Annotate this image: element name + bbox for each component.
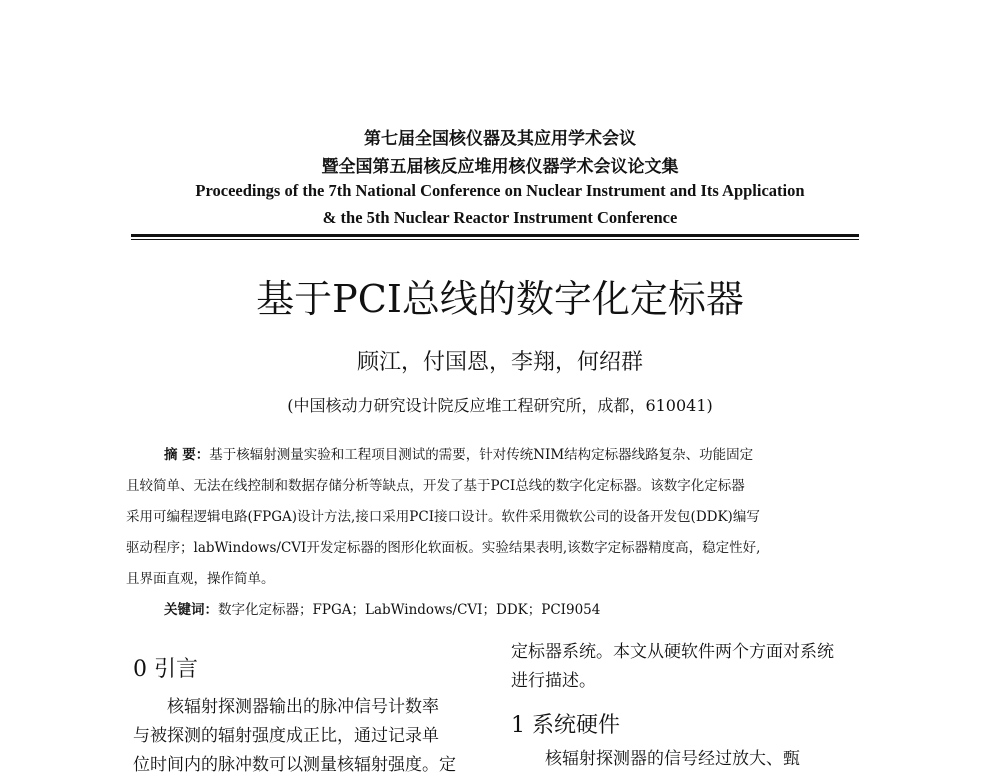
section-0-title: 0 引言 (133, 657, 198, 682)
abstract-text: 基于核辐射测量实验和工程项目测试的需要，针对传统NIM结构定标器线路复杂、功能固定 (209, 447, 754, 463)
section-1-title: 1 系统硬件 (511, 713, 620, 738)
paper-title: 基于PCI总线的数字化定标器 (256, 277, 744, 321)
body-line: 位时间内的脉冲数可以测量核辐射强度。定 (133, 755, 456, 775)
abstract-line: 驱动程序；labWindows/CVI开发定标器的图形化软面板。实验结果表明,该数字定标器精度高，稳定性好, (126, 540, 761, 556)
conference-title-en-line2: & the 5th Nuclear Reactor Instrument Conference (322, 208, 678, 227)
header-rule-thick (131, 234, 859, 237)
conference-title-cn-line1: 第七届全国核仪器及其应用学术会议 (364, 129, 636, 149)
paper-affiliation: (中国核动力研究设计院反应堆工程研究所，成都，610041) (287, 396, 713, 415)
body-left-column (133, 693, 478, 780)
header-rule-thin (131, 239, 859, 240)
body-line: 定标器系统。本文从硬软件两个方面对系统 (511, 642, 834, 662)
abstract-line: 采用可编程逻辑电路(FPGA)设计方法,接口采用PCI接口设计。软件采用微软公司的设备开发包(DDK)编写 (126, 509, 760, 525)
body-line: 与被探测的辐射强度成正比，通过记录单 (133, 726, 439, 746)
abstract-line (126, 440, 848, 471)
abstract-block (126, 440, 848, 626)
abstract-label: 摘 要： (164, 447, 210, 463)
conference-title-en-line1: Proceedings of the 7th National Conference on Nuclear Instrument and Its Application (195, 181, 805, 200)
body-line: 核辐射探测器输出的脉冲信号计数率 (167, 697, 439, 717)
body-line: 核辐射探测器的信号经过放大、甄 (545, 749, 800, 769)
paper-authors: 顾江，付国恩，李翔，何绍群 (356, 350, 643, 375)
abstract-line: 且较简单、无法在线控制和数据存储分析等缺点，开发了基于PCI总线的数字化定标器。该数字化定标器 (126, 478, 745, 494)
conference-title-cn-line2: 暨全国第五届核反应堆用核仪器学术会议论文集 (321, 157, 679, 177)
abstract-line: 且界面直观，操作简单。 (126, 571, 275, 587)
body-line: 进行描述。 (511, 671, 596, 691)
keywords-label: 关键词： (164, 602, 218, 618)
body-right-column (511, 638, 861, 696)
keywords-line (126, 595, 848, 626)
keywords-text: 数字化定标器；FPGA；LabWindows/CVI；DDK；PCI9054 (218, 602, 601, 618)
